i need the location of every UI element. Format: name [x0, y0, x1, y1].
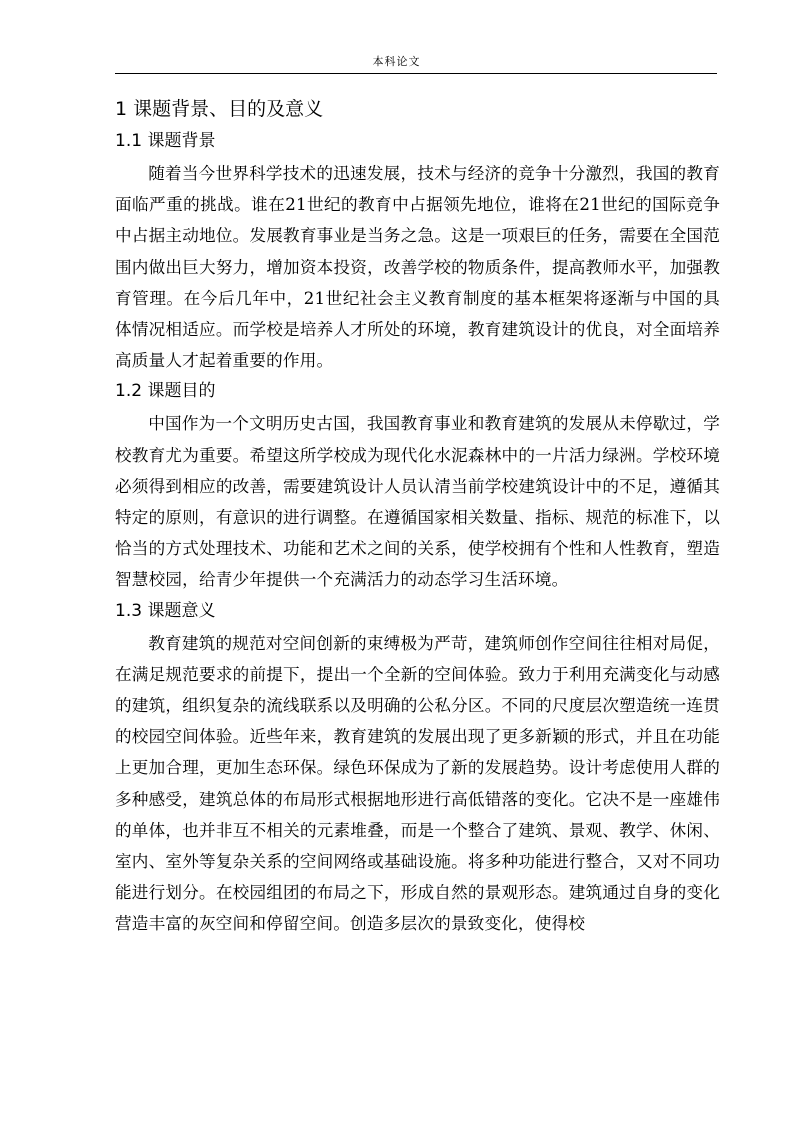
page-header-title: 本科论文 [372, 55, 421, 68]
section-significance [115, 596, 720, 940]
section-heading: 1.2 课题目的 [115, 381, 216, 402]
section-heading: 1.1 课题背景 [115, 131, 216, 151]
document-body [115, 92, 720, 940]
header-divider [115, 73, 717, 74]
section-background [115, 126, 720, 376]
section-paragraph: 中国作为一个文明历史古国，我国教育事业和教育建筑的发展从未停歇过，学校教育尤为重要。希望这所学校成为现代化水泥森林中的一片活力绿洲。学校环境必须得到相应的改善，需要建筑设计人员认清当前学校建筑设计中的不足，遵循其特定的原则，有意识的进行调整。在遵循国家相关数量、指标、规范的标准下，以恰当的方式处理技术、功能和艺术之间的关系，使学校拥有个性和人性教育，塑造智慧校园，给青少年提供一个充满活力的动态学习生活环境。 [115, 414, 720, 590]
section-heading: 1.3 课题意义 [115, 600, 216, 621]
section-paragraph: 随着当今世界科学技术的迅速发展，技术与经济的竞争十分激烈，我国的教育面临严重的挑战。谁在21世纪的教育中占据领先地位，谁将在21世纪的国际竞争中占据主动地位。发展教育事业是当务之急。这是一项艰巨的任务，需要在全国范围内做出巨大努力，增加资本投资，改善学校的物质条件，提高教师水平，加强教育管理。在今后几年中，21世纪社会主义教育制度的基本框架将逐渐与中国的具体情况相适应。而学校是培养人才所处的环境，教育建筑设计的优良，对全面培养高质量人才起着重要的作用。 [115, 164, 720, 371]
section-paragraph: 教育建筑的规范对空间创新的束缚极为严苛，建筑师创作空间往往相对局促，在满足规范要求的前提下，提出一个全新的空间体验。致力于利用充满变化与动感的建筑，组织复杂的流线联系以及明确的公私分区。不同的尺度层次塑造统一连贯的校园空间体验。近些年来，教育建筑的发展出现了更多新颖的形式，并且在功能上更加合理，更加生态环保。绿色环保成为了新的发展趋势。设计考虑使用人群的多种感受，建筑总体的布局形式根据地形进行高低错落的变化。它决不是一座雄伟的单体，也并非互不相关的元素堆叠，而是一个整合了建筑、景观、教学、休闲、室内、室外等复杂关系的空间网络或基础设施。将多种功能进行整合，又对不同功能进行划分。在校园组团的布局之下，形成自然的景观形态。建筑通过自身的变化营造丰富的灰空间和停留空间。创造多层次的景致变化，使得校 [115, 633, 720, 934]
chapter-heading: 1 课题背景、目的及意义 [115, 98, 324, 120]
section-purpose [115, 376, 720, 595]
